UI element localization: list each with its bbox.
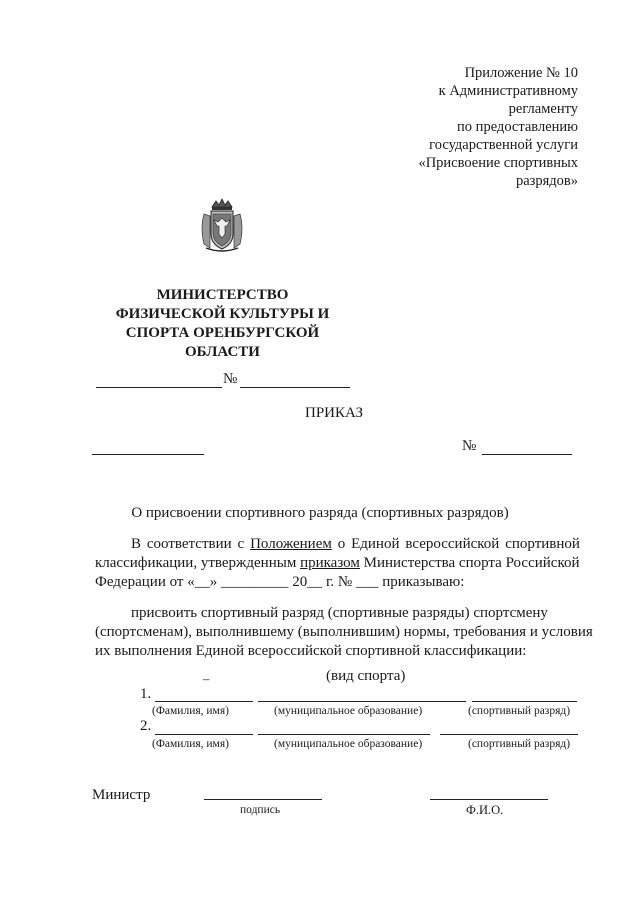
number-sign: № [223, 371, 238, 387]
name-label: (Фамилия, имя) [152, 738, 229, 750]
municipality-label: (муниципальное образование) [274, 738, 423, 750]
paragraph-line: В соответствии с Положением о Единой всероссийской спортивной [131, 536, 580, 552]
name-label: (Фамилия, имя) [152, 705, 229, 717]
paragraph-line: (спортсменам), выполнившему (выполнившим) нормы, требования и условия [95, 624, 593, 640]
ministry-line: ОБЛАСТИ [185, 344, 260, 360]
rank-label: (спортивный разряд) [468, 705, 571, 717]
body-paragraph-1 [95, 535, 580, 592]
row-number: 1. [140, 686, 152, 702]
appendix-line: по предоставлению [457, 119, 578, 135]
dash-mark: – [203, 671, 210, 686]
sport-kind-label: (вид спорта) [326, 668, 406, 684]
order-number-sign: № [462, 438, 477, 454]
name-blank-line [155, 734, 253, 735]
name-blank-line [155, 701, 253, 702]
ministry-name [95, 286, 350, 362]
ministry-line: ФИЗИЧЕСКОЙ КУЛЬТУРЫ И [115, 306, 330, 322]
fio-line [430, 799, 548, 800]
number-blank-line [240, 387, 350, 388]
regulation-link[interactable]: Положением [250, 536, 332, 552]
order-number-line [482, 454, 572, 455]
order-subject: О присвоении спортивного разряда (спортивных разрядов) [131, 505, 509, 521]
date-blank-line [96, 387, 222, 388]
appendix-line: Приложение № 10 [464, 65, 578, 81]
appendix-line: государственной услуги [429, 137, 578, 153]
appendix-line: к Административному [438, 83, 578, 99]
paragraph-line: классификации, утвержденным приказом Министерства спорта Российской [95, 555, 580, 571]
appendix-line: «Присвоение спортивных [418, 155, 578, 171]
ministry-line: СПОРТА ОРЕНБУРГСКОЙ [125, 325, 320, 341]
coat-of-arms-icon [198, 198, 246, 254]
rank-label: (спортивный разряд) [468, 738, 571, 750]
fio-label: Ф.И.О. [466, 803, 504, 817]
ministry-line: МИНИСТЕРСТВО [156, 287, 289, 303]
signature-label: подпись [240, 804, 281, 816]
paragraph-line: присвоить спортивный разряд (спортивные разряды) спортсмену [131, 605, 548, 621]
row-number: 2. [140, 718, 152, 734]
paragraph-line: их выполнения Единой всероссийской спортивной классификации: [95, 643, 527, 659]
order-link[interactable]: приказом [300, 555, 360, 571]
order-title: ПРИКАЗ [305, 405, 363, 421]
body-paragraph-2 [95, 604, 593, 661]
municipality-label: (муниципальное образование) [274, 705, 423, 717]
rank-blank-line [472, 701, 577, 702]
appendix-line: разрядов» [515, 173, 578, 189]
appendix-line: регламенту [508, 101, 578, 117]
order-date-line [92, 454, 204, 455]
municipality-blank-line [258, 734, 430, 735]
rank-blank-line [440, 734, 578, 735]
signatory-title: Министр [92, 787, 151, 803]
paragraph-line: Федерации от «__» _________ 20__ г. № ___ приказываю: [95, 574, 465, 590]
municipality-blank-line [258, 701, 466, 702]
signature-line [204, 799, 322, 800]
appendix-header [418, 64, 578, 190]
